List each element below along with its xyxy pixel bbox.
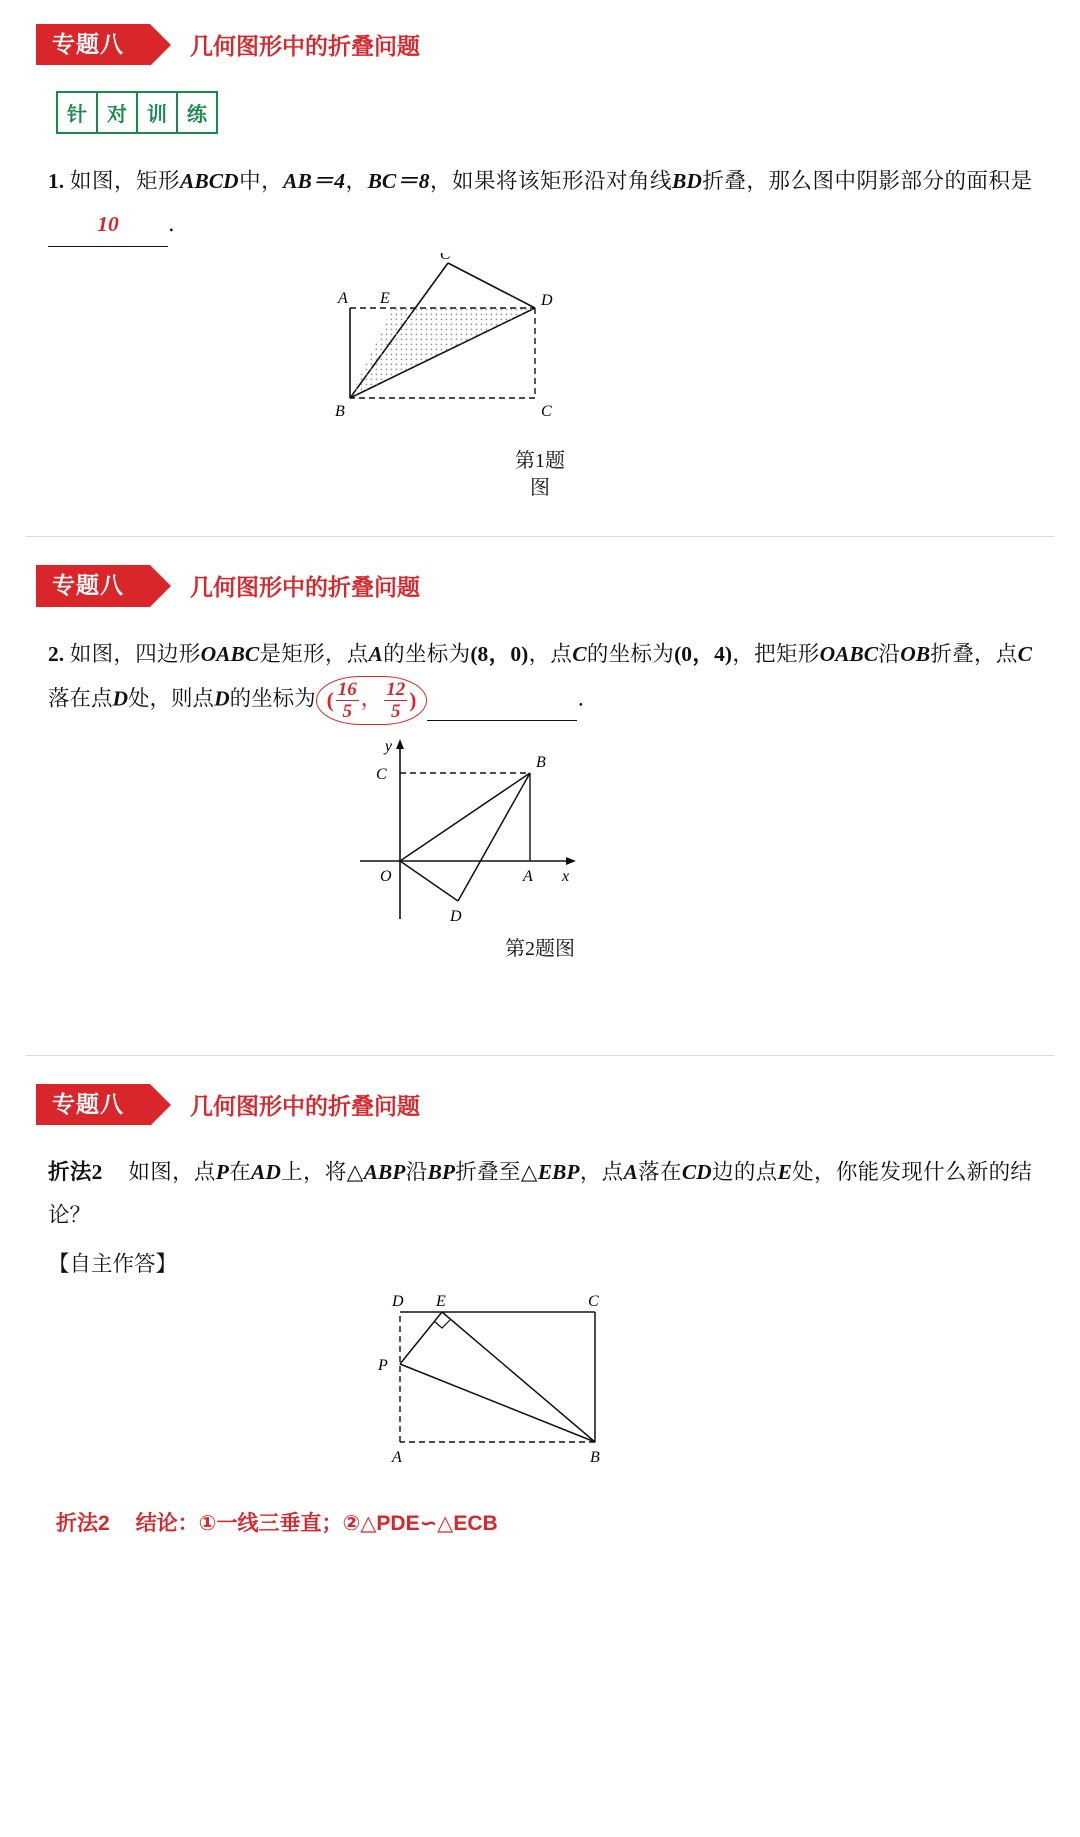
q2-frac-x — [334, 677, 361, 725]
section-banner-3 — [0, 1084, 1080, 1125]
section-2-spacer — [0, 963, 1080, 1021]
q2-coordA: (8，0) — [470, 641, 529, 666]
q2-d2: D — [214, 686, 230, 711]
q3-t2: 在 — [228, 1160, 252, 1185]
q3-t9: 处，你能发现什么新的结论？ — [48, 1160, 1032, 1228]
q3-bp: BP — [427, 1160, 456, 1185]
conclusion-text: 结论：①一线三垂直；②△PDE∽△ECB — [135, 1512, 498, 1536]
question-2-text — [48, 633, 1032, 726]
q3-ebp: EBP — [537, 1160, 580, 1185]
figure-2-svg — [340, 731, 740, 931]
q1-period: ． — [168, 212, 190, 237]
section-banner-2 — [0, 565, 1080, 606]
fig2-label-O: O — [380, 868, 392, 886]
topic-title-3: 几何图形中的折叠问题 — [190, 1093, 420, 1120]
q3-t3: 上，将△ — [280, 1160, 364, 1185]
q2-coordC: (0，4) — [674, 641, 733, 666]
fig1-label-Cprime: C′ — [439, 253, 455, 264]
q2-frac-x-den: 5 — [342, 700, 353, 722]
q2-t5: 的坐标为 — [586, 641, 675, 666]
q2-frac-y — [382, 677, 409, 725]
fig3-label-D: D — [392, 1293, 404, 1311]
q1-mid: 中， — [238, 169, 284, 194]
topic-flag-2: 专题八 — [36, 565, 150, 606]
q2-frac-y-den: 5 — [391, 700, 401, 722]
fig2-label-x: x — [562, 868, 570, 886]
section-2 — [0, 537, 1080, 1056]
fig1-label-B: B — [335, 403, 345, 421]
figure-3 — [0, 1292, 1080, 1477]
q2-t3: 的坐标为 — [382, 641, 471, 666]
drill-char-4: 练 — [176, 91, 218, 134]
fig3-label-E: E — [436, 1293, 446, 1311]
q2-t1: 如图，四边形 — [69, 641, 201, 666]
figure-1 — [0, 253, 1080, 502]
q2-d: D — [112, 686, 129, 711]
q2-t8: 折叠，点 — [930, 641, 1018, 666]
figure-2-caption: 第2题图 — [505, 938, 575, 961]
q2-period: ． — [577, 686, 599, 711]
fig1-label-E: E — [380, 290, 390, 308]
fig3-label-C: C — [588, 1293, 599, 1311]
conclusion-line — [56, 1507, 1080, 1537]
drill-char-2: 对 — [96, 91, 138, 134]
q2-answer-comma: ， — [360, 686, 383, 711]
paren-left: ( — [326, 687, 334, 712]
question-1-text — [48, 160, 1032, 247]
topic-title-2: 几何图形中的折叠问题 — [190, 574, 420, 601]
q3-t8: 边的点 — [711, 1160, 778, 1185]
q3-t6: ，点 — [579, 1160, 624, 1185]
q3-t4: 沿 — [405, 1160, 428, 1185]
q2-number: 2. — [48, 641, 65, 666]
topic-flag-1: 专题八 — [36, 24, 150, 65]
q1-bc: BC＝8 — [367, 169, 430, 194]
q2-t4: ，点 — [528, 641, 573, 666]
q2-frac-x-num: 16 — [337, 678, 357, 700]
question-3-text — [48, 1151, 1032, 1286]
q2-answer-underline[interactable] — [427, 719, 577, 721]
q1-ab: AB＝4 — [283, 169, 346, 194]
fig2-label-D: D — [450, 908, 462, 926]
figure-2 — [0, 731, 1080, 963]
q2-t11: 的坐标为 — [229, 686, 316, 711]
q2-ob: OB — [900, 641, 931, 666]
figure-3-svg — [330, 1292, 750, 1472]
drill-box — [56, 91, 1080, 134]
q2-t2: 是矩形，点 — [259, 641, 369, 666]
q2-t9: 落在点 — [48, 686, 113, 711]
fig2-label-A: A — [523, 868, 533, 886]
section-banner-1 — [0, 24, 1080, 65]
fig3-label-A: A — [392, 1449, 402, 1467]
q2-a: A — [368, 641, 383, 666]
q3-label: 折法2 — [48, 1160, 103, 1185]
q2-t6: ，把矩形 — [732, 641, 820, 666]
figure-1-caption-line1: 第1题 — [515, 450, 565, 473]
q2-oabc2: OABC — [819, 641, 879, 666]
q1-number: 1. — [48, 169, 65, 194]
fig2-label-y: y — [384, 738, 392, 756]
drill-char-3: 训 — [136, 91, 178, 134]
q1-sep1: ， — [345, 169, 368, 194]
q3-t1: 如图，点 — [128, 1160, 216, 1185]
q3-t5: 折叠至△ — [455, 1160, 538, 1185]
fig2-label-C: C — [376, 766, 387, 784]
q3-cd: CD — [681, 1160, 712, 1185]
q3-abp: ABP — [363, 1160, 406, 1185]
q3-e: E — [777, 1160, 792, 1185]
q2-t10: 处，则点 — [128, 686, 215, 711]
q1-answer-blank[interactable]: 10 — [48, 203, 168, 247]
figure-1-svg — [330, 253, 750, 443]
q1-bd: BD — [672, 169, 702, 194]
q1-abcd: ABCD — [180, 169, 239, 194]
q1-sep2: ，如果将该矩形沿对角线 — [429, 169, 673, 194]
q3-ad: AD — [251, 1160, 281, 1185]
q1-post: 折叠，那么图中阴影部分的面积是 — [701, 169, 1032, 194]
fig1-label-C: C — [541, 403, 552, 421]
q2-c: C — [572, 641, 587, 666]
fig1-label-D: D — [541, 292, 553, 310]
fig2-label-B: B — [536, 754, 546, 772]
q2-t7: 沿 — [878, 641, 901, 666]
q3-a: A — [623, 1160, 638, 1185]
q2-c2: C — [1017, 641, 1032, 666]
q2-frac-y-num: 12 — [386, 678, 406, 700]
q3-p: P — [215, 1160, 229, 1185]
q3-t7: 落在 — [637, 1160, 682, 1185]
topic-flag-3: 专题八 — [36, 1084, 150, 1125]
figure-1-caption-line2: 图 — [530, 477, 550, 500]
q2-answer-coordinate[interactable] — [316, 676, 428, 726]
q2-oabc: OABC — [200, 641, 260, 666]
fig3-label-B: B — [590, 1449, 600, 1467]
drill-char-1: 针 — [56, 91, 98, 134]
fig1-label-A: A — [338, 290, 348, 308]
q3-self-answer: 【自主作答】 — [48, 1252, 178, 1277]
paren-right: ) — [409, 687, 417, 712]
section-3 — [0, 1056, 1080, 1537]
section-1 — [0, 0, 1080, 537]
fig3-label-P: P — [378, 1357, 388, 1375]
conclusion-label: 折法2 — [56, 1512, 110, 1536]
topic-title-1: 几何图形中的折叠问题 — [190, 33, 420, 60]
q1-pre: 如图，矩形 — [70, 169, 181, 194]
